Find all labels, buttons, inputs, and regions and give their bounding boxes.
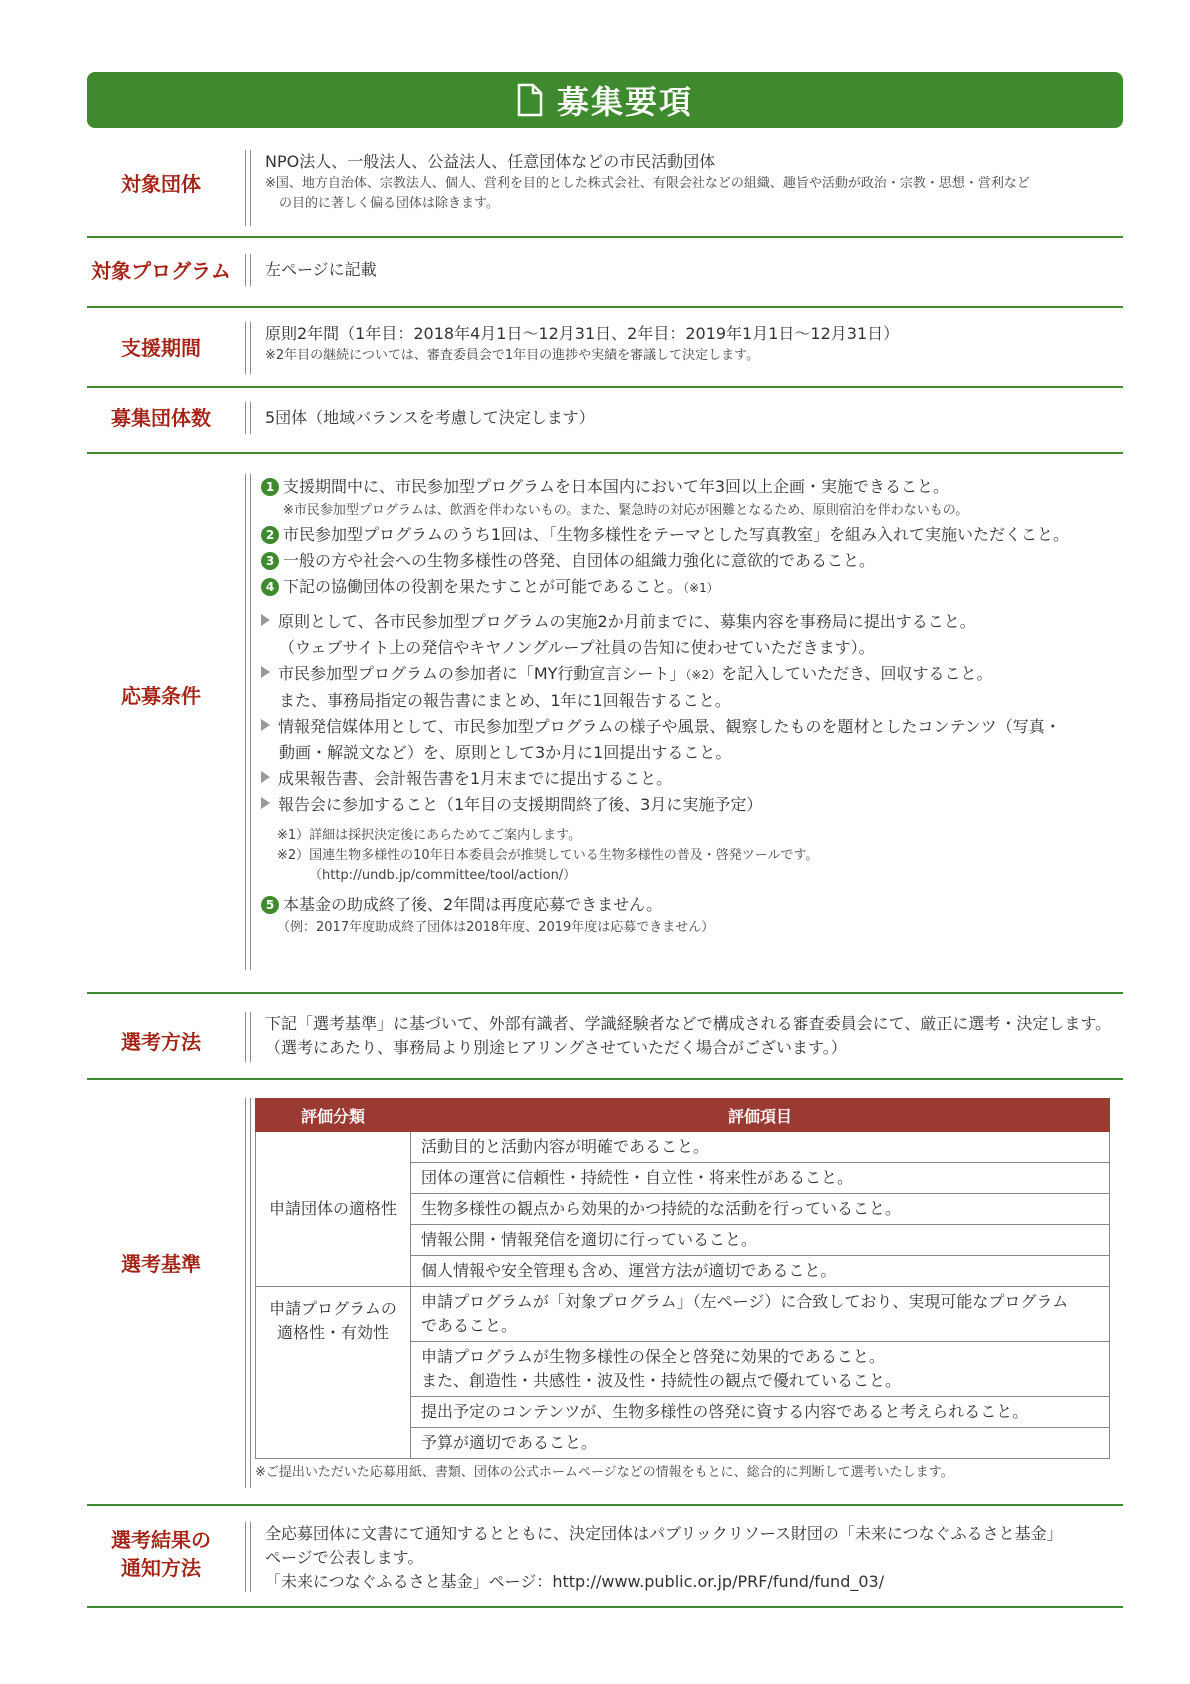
table-row [256,1287,1110,1342]
criteria-item: 生物多様性の観点から効果的かつ持続的な活動を行っていること。 [411,1194,1110,1225]
role-item-4: 成果報告書、会計報告書を1月末までに提出すること。 [261,766,1113,792]
method-content [265,1012,1113,1060]
role-item-3-cont: 動画・解説文など）を、原則として3か月に1回提出すること。 [279,743,732,762]
label-divider [245,1012,251,1062]
label-num-groups: 募集団体数 [111,406,211,430]
category-org: 申請団体の適格性 [256,1132,411,1287]
section-divider [87,1078,1123,1080]
section-method [87,1000,1123,1070]
number-badge: 2 [261,526,279,544]
label-divider [245,402,251,434]
target-program-content [265,258,1113,282]
document-icon [517,83,543,117]
target-org-content [265,150,1113,214]
section-divider [87,386,1123,388]
notice-line-2: ページで公表します。 [265,1548,424,1567]
table-row [256,1132,1110,1163]
role-item-2-cont: また、事務局指定の報告書にまとめ、1年に1回報告すること。 [279,691,731,710]
section-divider [87,452,1123,454]
number-badge: 3 [261,552,279,570]
number-badge: 1 [261,478,279,496]
section-criteria [87,1088,1123,1498]
condition-2: 2 市民参加型プログラムのうち1回は、「生物多様性をテーマとした写真教室」を組み入れて実施いただくこと。 [261,522,1113,548]
conditions-content [261,474,1113,938]
notice-content [265,1522,1113,1594]
footnote-2-url: （http://undb.jp/committee/tool/action/） [309,868,577,883]
support-period-content [265,322,1113,366]
criteria-item: 活動目的と活動内容が明確であること。 [411,1132,1110,1163]
condition-3: 3 一般の方や社会への生物多様性の啓発、自団体の組織力強化に意欲的であること。 [261,548,1113,574]
condition-1-note: ※市民参加型プログラムは、飲酒を伴わないもの。また、緊急時の対応が困難となるため、原則宿泊を伴わないもの。 [283,503,969,518]
role-item-1-cont: （ウェブサイト上の発信やキヤノングループ社員の告知に使わせていただきます）。 [279,638,875,657]
section-banner [87,72,1123,128]
header-item: 評価項目 [411,1099,1110,1132]
label-notice: 選考結果の 通知方法 [111,1528,211,1580]
role-item-1: 原則として、各市民参加型プログラムの実施2か月前までに、募集内容を事務局に提出すること。 [261,609,1113,635]
section-divider [87,236,1123,238]
role-item-3: 情報発信媒体用として、市民参加型プログラムの様子や風景、観察したものを題材としたコンテンツ（写真・ [261,714,1113,740]
label-divider [245,1522,251,1592]
section-notice [87,1512,1123,1600]
label-method: 選考方法 [121,1030,201,1054]
method-line-1: 下記「選考基準」に基づいて、外部有識者、学識経験者などで構成される審査委員会にて、厳正に選考・決定します。 [265,1014,1112,1033]
triangle-bullet-icon [261,719,270,731]
label-divider [245,474,251,970]
number-badge: 5 [261,896,279,914]
condition-4: 4 下記の協働団体の役割を果たすことが可能であること。（※1） [261,574,1113,601]
label-divider [245,254,251,286]
number-badge: 4 [261,578,279,596]
section-divider [87,992,1123,994]
criteria-item: 個人情報や安全管理も含め、運営方法が適切であること。 [411,1256,1110,1287]
category-program: 申請プログラムの 適格性・有効性 [256,1287,411,1459]
criteria-item: 申請プログラムが「対象プログラム」（左ページ）に合致しており、実現可能なプログラム であること。 [411,1287,1110,1342]
criteria-item: 申請プログラムが生物多様性の保全と啓発に効果的であること。 また、創造性・共感性・波及性・持続性の観点で優れていること。 [411,1342,1110,1397]
section-divider [87,1606,1123,1608]
triangle-bullet-icon [261,771,270,783]
banner-title: 募集要項 [556,83,693,121]
criteria-content [255,1098,1113,1483]
footnote-2: ※2）国連生物多様性の10年日本委員会が推奨している生物多様性の普及・啓発ツールです。 [277,848,819,863]
label-divider [245,150,251,226]
condition-5-note: （例：2017年度助成終了団体は2018年度、2019年度は応募できません） [277,920,715,935]
label-conditions: 応募条件 [121,684,201,708]
condition-1: 1 支援期間中に、市民参加型プログラムを日本国内において年3回以上企画・実施できること。 [261,474,1113,500]
criteria-item: 情報公開・情報発信を適切に行っていること。 [411,1225,1110,1256]
section-divider [87,306,1123,308]
target-org-note-2: の目的に著しく偏る団体は除きます。 [279,196,499,211]
table-header-row [256,1099,1110,1132]
footnote-1: ※1）詳細は採択決定後にあらためてご案内します。 [277,828,582,843]
section-num-groups [87,394,1123,444]
method-line-2: （選考にあたり、事務局より別途ヒアリングさせていただく場合がございます。） [265,1038,847,1057]
header-category: 評価分類 [256,1099,411,1132]
label-target-program: 対象プログラム [91,259,231,283]
triangle-bullet-icon [261,614,270,626]
role-item-5: 報告会に参加すること（1年目の支援期間終了後、3月に実施予定） [261,792,1113,818]
target-org-main: NPO法人、一般法人、公益法人、任意団体などの市民活動団体 [265,152,716,171]
notice-line-1: 全応募団体に文書にて通知するとともに、決定団体はパブリックリソース財団の「未来につなぐふるさと基金」 [265,1524,1063,1543]
criteria-item: 提出予定のコンテンツが、生物多様性の啓発に資する内容であると考えられること。 [411,1397,1110,1428]
triangle-bullet-icon [261,666,270,678]
label-divider [245,322,251,374]
section-support-period [87,316,1123,380]
triangle-bullet-icon [261,797,270,809]
target-program-main: 左ページに記載 [265,260,377,279]
num-groups-content [265,406,1113,430]
condition-5: 5 本基金の助成終了後、2年間は再度応募できません。 [261,892,1113,918]
criteria-footnote: ※ご提出いただいた応募用紙、書類、団体の公式ホームページなどの情報をもとに、総合的に判断して選考いたします。 [255,1465,954,1480]
criteria-item: 予算が適切であること。 [411,1428,1110,1459]
section-divider [87,1504,1123,1506]
label-target-org: 対象団体 [121,172,201,196]
section-target-program [87,246,1123,296]
support-period-main: 原則2年間（1年目：2018年4月1日～12月31日、2年目：2019年1月1日～12月31日） [265,324,900,343]
target-org-note-1: ※国、地方自治体、宗教法人、個人、営利を目的とした株式会社、有限会社などの組織、趣旨や活動が政治・宗教・思想・営利など [265,176,1030,191]
num-groups-main: 5団体（地域バランスを考慮して決定します） [265,408,595,427]
label-support-period: 支援期間 [121,336,201,360]
criteria-table [255,1098,1110,1459]
role-item-2: 市民参加型プログラムの参加者に「MY行動宣言シート」（※2）を記入していただき、回収すること。 [261,661,1113,688]
notice-line-3: 「未来につなぐふるさと基金」ページ：http://www.public.or.jp/PRF/fund/fund_03/ [265,1572,885,1591]
section-conditions [87,462,1123,982]
label-divider [245,1098,251,1488]
criteria-item: 団体の運営に信頼性・持続性・自立性・将来性があること。 [411,1163,1110,1194]
support-period-note: ※2年目の継続については、審査委員会で1年目の進捗や実績を審議して決定します。 [265,348,760,363]
section-target-org [87,146,1123,232]
label-criteria: 選考基準 [121,1252,201,1276]
